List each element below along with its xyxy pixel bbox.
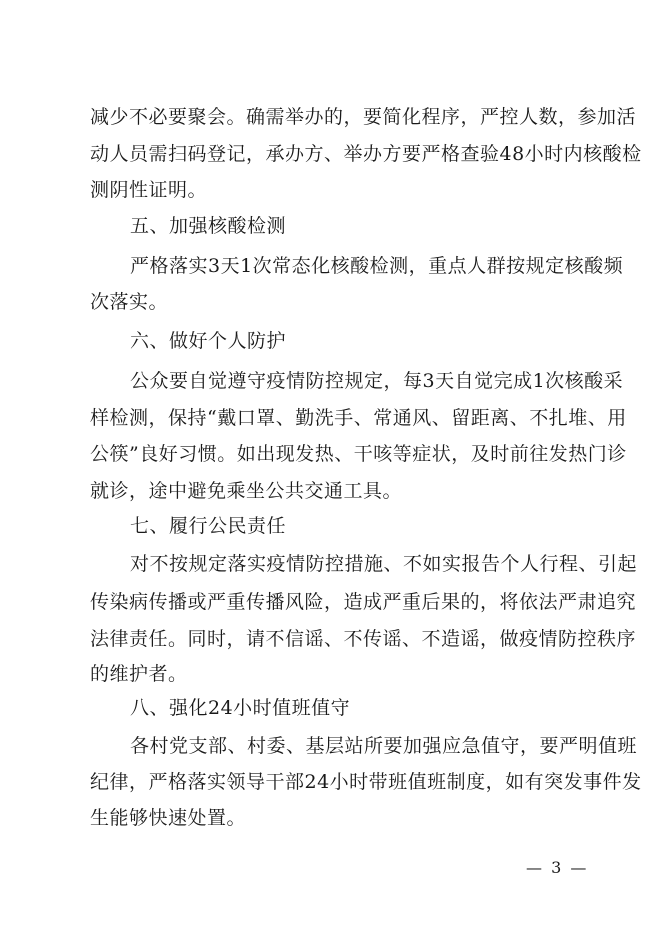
paragraph-line: 严格落实3天1次常态化核酸检测，重点人群按规定核酸频 [130,255,624,277]
paragraph-line: 生能够快速处置。 [90,807,247,829]
paragraph-line: 公众要自觉遵守疫情防控规定，每3天自觉完成1次核酸采 [130,370,624,392]
paragraph-line: 纪律，严格落实领导干部24小时带班值班制度，如有突发事件发 [90,771,642,793]
paragraph-line: 的维护者。 [90,663,188,685]
paragraph-line: 对不按规定落实疫情防控措施、不如实报告个人行程、引起 [130,553,638,575]
paragraph-line: 各村党支部、村委、基层站所要加强应急值守，要严明值班 [130,735,638,757]
paragraph-line: 样检测，保持“戴口罩、勤洗手、常通风、留距离、不扎堆、用 [90,407,627,429]
paragraph-line: 公筷”良好习惯。如出现发热、干咳等症状，及时前往发热门诊 [90,443,627,465]
paragraph-line: 法律责任。同时，请不信谣、不传谣、不造谣，做疫情防控秩序 [90,628,637,650]
paragraph-line: 传染病传播或严重传播风险，造成严重后果的，将依法严肃追究 [90,591,637,613]
page-number: — 3 — [526,858,589,877]
section-heading-7: 七、履行公民责任 [130,515,287,537]
section-heading-6: 六、做好个人防护 [130,330,287,352]
section-heading-8: 八、强化24小时值班值守 [130,697,351,719]
paragraph-line: 测阴性证明。 [90,179,208,201]
paragraph-line: 动人员需扫码登记，承办方、举办方要严格查验48小时内核酸检 [90,143,642,165]
paragraph-line: 就诊，途中避免乘坐公共交通工具。 [90,480,403,502]
paragraph-line: 减少不必要聚会。确需举办的，要简化程序，严控人数，参加活 [90,106,637,128]
paragraph-line: 次落实。 [90,291,169,313]
section-heading-5: 五、加强核酸检测 [130,215,287,237]
